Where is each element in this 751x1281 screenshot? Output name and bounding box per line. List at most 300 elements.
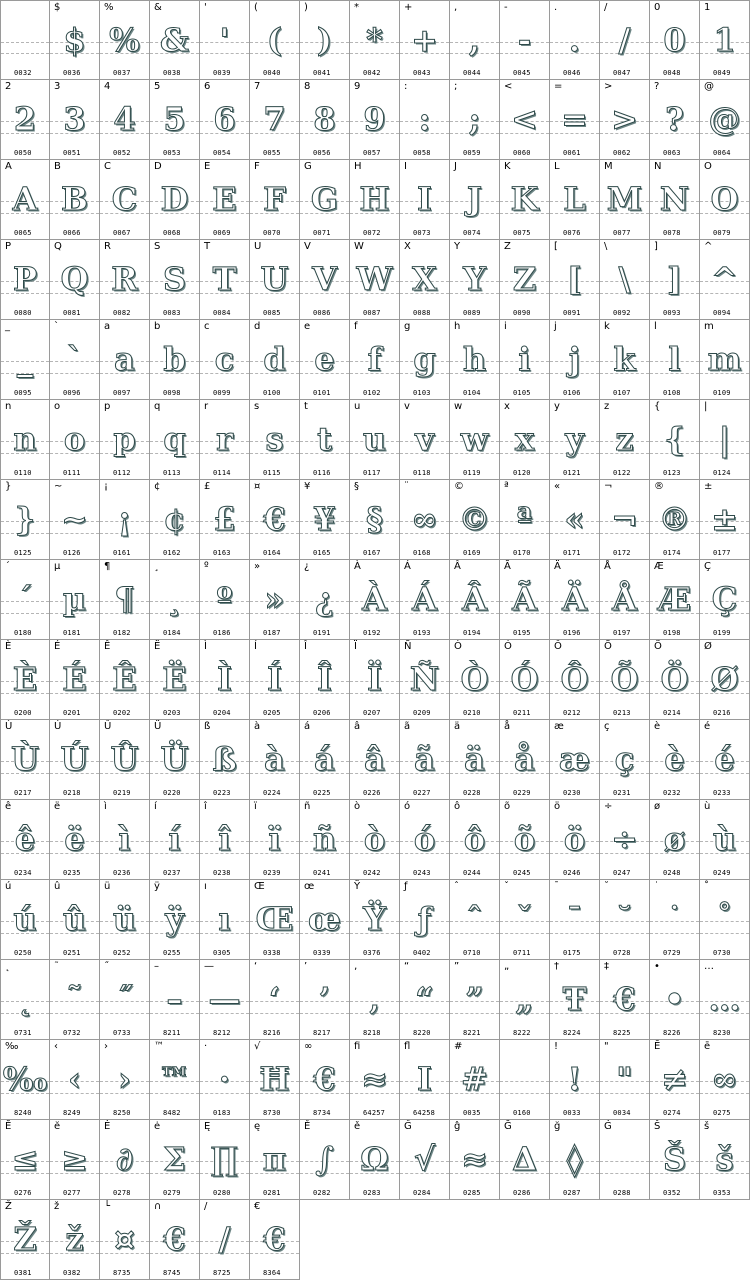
glyph-sample: 3 xyxy=(63,100,86,138)
glyph-sample: ¯ xyxy=(566,900,583,938)
glyph-char-label: \ xyxy=(604,241,608,252)
glyph-code-label: 0036 xyxy=(63,69,81,77)
glyph-code-label: 0167 xyxy=(363,549,381,557)
glyph-char-label: c xyxy=(204,321,210,332)
glyph-sample: ` xyxy=(66,340,83,378)
glyph-sample: Ò xyxy=(460,660,489,698)
glyph-sample: l xyxy=(668,340,681,378)
glyph-sample: ≠ xyxy=(661,1060,688,1098)
glyph-code-label: 0207 xyxy=(363,709,381,717)
glyph-sample: Ÿ xyxy=(363,900,386,938)
glyph-sample: 6 xyxy=(213,100,236,138)
glyph-char-label: Ġ xyxy=(604,1121,612,1132)
glyph-cell xyxy=(400,1040,450,1120)
glyph-code-label: 0045 xyxy=(513,69,531,77)
glyph-char-label: ï xyxy=(254,801,257,812)
glyph-code-label: 0237 xyxy=(163,869,181,877)
glyph-cell xyxy=(50,1120,100,1200)
glyph-sample: ˆ xyxy=(466,900,483,938)
glyph-sample: º xyxy=(216,580,233,618)
glyph-char-label: • xyxy=(654,961,660,972)
glyph-cell xyxy=(400,640,450,720)
glyph-code-label: 0239 xyxy=(263,869,281,877)
glyph-code-label: 0075 xyxy=(513,229,531,237)
glyph-sample: î xyxy=(218,820,231,858)
glyph-cell xyxy=(450,160,500,240)
glyph-cell xyxy=(700,960,750,1040)
glyph-cell xyxy=(400,480,450,560)
glyph-char-label: V xyxy=(304,241,311,252)
glyph-cell xyxy=(100,80,150,160)
glyph-sample: ˇ xyxy=(516,900,533,938)
glyph-char-label: í xyxy=(154,801,157,812)
glyph-sample: £ xyxy=(213,500,236,538)
glyph-char-label: ğ xyxy=(554,1121,561,1132)
glyph-sample: ) xyxy=(316,21,333,59)
glyph-char-label: ä xyxy=(454,721,461,732)
glyph-sample: ñ xyxy=(312,820,337,858)
glyph-cell xyxy=(450,1120,500,1200)
glyph-cell xyxy=(550,1120,600,1200)
glyph-code-label: 0216 xyxy=(713,709,731,717)
glyph-cell xyxy=(200,320,250,400)
glyph-char-label: * xyxy=(354,2,359,13)
glyph-cell xyxy=(50,160,100,240)
glyph-cell xyxy=(150,1120,200,1200)
glyph-sample: õ xyxy=(513,820,536,858)
glyph-code-label: 0376 xyxy=(363,949,381,957)
glyph-code-label: 0103 xyxy=(413,389,431,397)
glyph-char-label: º xyxy=(204,561,209,572)
glyph-sample: T xyxy=(212,260,237,298)
glyph-char-label: Ä xyxy=(554,561,561,572)
glyph-sample: ; xyxy=(468,100,481,138)
glyph-sample: ] xyxy=(666,260,683,298)
glyph-char-label: i xyxy=(504,321,507,332)
glyph-code-label: 0050 xyxy=(14,149,32,157)
glyph-sample: ∂ xyxy=(115,1140,134,1178)
glyph-char-label: < xyxy=(504,81,513,92)
glyph-char-label: é xyxy=(704,721,711,732)
glyph-char-label: s xyxy=(254,401,260,412)
glyph-char-label: › xyxy=(104,1041,108,1052)
glyph-cell xyxy=(400,1120,450,1200)
glyph-cell xyxy=(600,1040,650,1120)
glyph-code-label: 0711 xyxy=(513,949,531,957)
glyph-char-label: q xyxy=(154,401,161,412)
glyph-char-label: É xyxy=(54,641,61,652)
glyph-sample: \ xyxy=(618,260,631,298)
glyph-cell xyxy=(450,400,500,480)
glyph-sample: Û xyxy=(110,740,139,778)
glyph-char-label: » xyxy=(254,561,261,572)
glyph-sample: ∞ xyxy=(711,1060,738,1098)
glyph-char-label: ˜ xyxy=(54,961,59,972)
glyph-cell xyxy=(100,560,150,640)
glyph-code-label: 0082 xyxy=(113,309,131,317)
glyph-code-label: 0053 xyxy=(163,149,181,157)
glyph-code-label: 8745 xyxy=(163,1269,181,1277)
glyph-code-label: 64258 xyxy=(413,1109,436,1117)
glyph-cell xyxy=(0,1120,50,1200)
glyph-char-label: † xyxy=(554,961,559,972)
glyph-char-label: Ñ xyxy=(404,641,412,652)
glyph-char-label: ù xyxy=(704,801,711,812)
glyph-char-label: F xyxy=(254,161,260,172)
glyph-cell xyxy=(650,560,700,640)
glyph-sample: i xyxy=(518,340,531,378)
glyph-code-label: 0074 xyxy=(463,229,481,237)
glyph-cell xyxy=(400,560,450,640)
glyph-sample: € xyxy=(613,980,636,1018)
glyph-cell xyxy=(0,720,50,800)
glyph-char-label: : xyxy=(404,81,408,92)
glyph-cell xyxy=(500,880,550,960)
glyph-char-label: ÿ xyxy=(154,881,160,892)
glyph-cell xyxy=(650,1040,700,1120)
glyph-char-label: ö xyxy=(554,801,561,812)
glyph-code-label: 0212 xyxy=(563,709,581,717)
glyph-char-label: ¢ xyxy=(154,481,161,492)
glyph-cell xyxy=(50,800,100,880)
glyph-code-label: 0092 xyxy=(613,309,631,317)
glyph-char-label: e xyxy=(304,321,311,332)
glyph-code-label: 8216 xyxy=(263,1029,281,1037)
glyph-cell xyxy=(250,1200,300,1280)
glyph-sample: √ xyxy=(413,1140,436,1178)
glyph-cell xyxy=(300,1120,350,1200)
glyph-code-label: 0068 xyxy=(163,229,181,237)
glyph-sample: ö xyxy=(563,820,586,858)
glyph-char-label: Ó xyxy=(504,641,512,652)
glyph-sample: ¬ xyxy=(611,500,638,538)
glyph-cell xyxy=(700,320,750,400)
glyph-sample: h xyxy=(462,340,487,378)
glyph-cell xyxy=(250,400,300,480)
glyph-sample: G xyxy=(310,180,339,218)
glyph-sample: q xyxy=(163,420,186,458)
glyph-code-label: 0172 xyxy=(613,549,631,557)
glyph-code-label: 0201 xyxy=(63,709,81,717)
glyph-sample: 4 xyxy=(113,100,136,138)
glyph-sample: ï xyxy=(268,820,281,858)
glyph-code-label: 0044 xyxy=(463,69,481,77)
glyph-sample: e xyxy=(314,340,335,378)
glyph-sample: Σ xyxy=(163,1140,186,1178)
glyph-code-label: 0096 xyxy=(63,389,81,397)
glyph-sample: $ xyxy=(63,21,86,59)
glyph-cell xyxy=(100,960,150,1040)
glyph-cell xyxy=(650,320,700,400)
glyph-char-label: @ xyxy=(704,81,714,92)
glyph-code-label: 0186 xyxy=(213,629,231,637)
glyph-cell xyxy=(650,640,700,720)
glyph-cell xyxy=(200,720,250,800)
glyph-cell xyxy=(450,880,500,960)
glyph-cell xyxy=(700,1120,750,1200)
glyph-cell xyxy=(550,560,600,640)
glyph-sample: Y xyxy=(463,260,486,298)
glyph-char-label: Æ xyxy=(654,561,664,572)
glyph-char-label: À xyxy=(354,561,361,572)
glyph-char-label: z xyxy=(604,401,610,412)
glyph-code-label: 0277 xyxy=(63,1189,81,1197)
glyph-char-label: k xyxy=(604,321,610,332)
glyph-sample: ◊ xyxy=(566,1140,583,1178)
glyph-char-label: Ĝ xyxy=(404,1121,412,1132)
glyph-cell xyxy=(250,560,300,640)
glyph-char-label: - xyxy=(504,2,508,13)
glyph-cell xyxy=(200,480,250,560)
glyph-char-label: £ xyxy=(204,481,211,492)
glyph-cell xyxy=(250,640,300,720)
glyph-cell xyxy=(300,720,350,800)
glyph-sample: : xyxy=(418,100,431,138)
glyph-char-label: ) xyxy=(304,2,308,13)
glyph-cell xyxy=(200,400,250,480)
glyph-code-label: 0099 xyxy=(213,389,231,397)
glyph-cell xyxy=(250,720,300,800)
glyph-code-label: 0206 xyxy=(313,709,331,717)
glyph-code-label: 0165 xyxy=(313,549,331,557)
glyph-char-label: H xyxy=(354,161,362,172)
glyph-code-label: 0352 xyxy=(663,1189,681,1197)
glyph-cell xyxy=(150,880,200,960)
glyph-cell xyxy=(50,960,100,1040)
glyph-code-label: 0182 xyxy=(113,629,131,637)
glyph-char-label: └ xyxy=(104,1201,111,1212)
glyph-sample: ˝ xyxy=(116,980,133,1018)
glyph-sample: " xyxy=(616,1060,633,1098)
glyph-sample: ‹ xyxy=(68,1060,81,1098)
glyph-cell xyxy=(550,80,600,160)
glyph-code-label: 0091 xyxy=(563,309,581,317)
glyph-cell xyxy=(250,960,300,1040)
glyph-char-label: ê xyxy=(5,801,12,812)
glyph-char-label: 5 xyxy=(154,81,161,92)
glyph-sample: · xyxy=(218,1060,231,1098)
glyph-char-label: = xyxy=(554,81,563,92)
glyph-code-label: 0034 xyxy=(613,1109,631,1117)
glyph-char-label: Y xyxy=(454,241,461,252)
glyph-sample: Ô xyxy=(560,660,589,698)
glyph-sample: © xyxy=(458,500,491,538)
glyph-sample: p xyxy=(113,420,136,458)
glyph-sample: ª xyxy=(516,500,533,538)
glyph-cell xyxy=(500,720,550,800)
glyph-char-label: ‡ xyxy=(604,961,609,972)
glyph-char-label: X xyxy=(404,241,411,252)
glyph-char-label: Ĕ xyxy=(5,1121,12,1132)
glyph-char-label: E xyxy=(204,161,211,172)
glyph-sample: 0 xyxy=(663,21,686,59)
glyph-sample: é xyxy=(714,740,735,778)
glyph-cell xyxy=(100,1120,150,1200)
glyph-char-label: ü xyxy=(104,881,111,892)
glyph-code-label: 0093 xyxy=(663,309,681,317)
glyph-char-label: [ xyxy=(554,241,558,252)
glyph-code-label: 0255 xyxy=(163,949,181,957)
glyph-code-label: 0279 xyxy=(163,1189,181,1197)
glyph-sample: … xyxy=(708,980,741,1018)
glyph-cell xyxy=(700,560,750,640)
glyph-cell xyxy=(250,800,300,880)
glyph-code-label: 0125 xyxy=(14,549,32,557)
glyph-char-label: Ù xyxy=(5,721,13,732)
glyph-char-label: & xyxy=(154,2,162,13)
glyph-code-label: 0040 xyxy=(263,69,281,77)
glyph-char-label: J xyxy=(454,161,457,172)
glyph-cell xyxy=(400,160,450,240)
glyph-sample: ” xyxy=(465,980,484,1018)
glyph-code-label: 0041 xyxy=(313,69,331,77)
glyph-cell xyxy=(150,480,200,560)
glyph-code-label: 0238 xyxy=(213,869,231,877)
glyph-cell xyxy=(350,320,400,400)
glyph-cell xyxy=(600,560,650,640)
glyph-cell xyxy=(150,960,200,1040)
glyph-char-label: Ò xyxy=(454,641,462,652)
glyph-cell xyxy=(100,1040,150,1120)
glyph-sample: ¡ xyxy=(117,500,132,538)
glyph-code-label: 0223 xyxy=(213,789,231,797)
glyph-char-label: ¯ xyxy=(554,881,559,892)
glyph-sample: µ xyxy=(62,580,87,618)
glyph-sample: | xyxy=(718,420,731,458)
glyph-cell xyxy=(300,320,350,400)
glyph-cell xyxy=(300,800,350,880)
glyph-char-label: ‰ xyxy=(5,1041,19,1052)
glyph-char-label: 7 xyxy=(254,81,261,92)
glyph-cell xyxy=(600,720,650,800)
glyph-code-label: 0353 xyxy=(713,1189,731,1197)
glyph-char-label: 9 xyxy=(354,81,361,92)
glyph-code-label: 0174 xyxy=(663,549,681,557)
glyph-code-label: 0225 xyxy=(313,789,331,797)
glyph-char-label: N xyxy=(654,161,662,172)
glyph-code-label: 8212 xyxy=(213,1029,231,1037)
glyph-code-label: 0285 xyxy=(463,1189,481,1197)
glyph-char-label: ¶ xyxy=(104,561,111,572)
glyph-code-label: 8218 xyxy=(363,1029,381,1037)
glyph-char-label: ‹ xyxy=(54,1041,58,1052)
glyph-code-label: 0187 xyxy=(263,629,281,637)
glyph-cell xyxy=(700,400,750,480)
glyph-code-label: 8240 xyxy=(14,1109,32,1117)
glyph-code-label: 0218 xyxy=(63,789,81,797)
glyph-code-label: 8226 xyxy=(663,1029,681,1037)
glyph-code-label: 0275 xyxy=(713,1109,731,1117)
glyph-cell xyxy=(250,80,300,160)
glyph-sample: ž xyxy=(65,1220,84,1258)
glyph-cell xyxy=(650,80,700,160)
glyph-cell xyxy=(350,800,400,880)
glyph-sample: ı xyxy=(218,900,231,938)
glyph-char-label: ˙ xyxy=(654,881,659,892)
glyph-sample: è xyxy=(664,740,685,778)
glyph-sample: u xyxy=(362,420,387,458)
glyph-sample: û xyxy=(62,900,87,938)
glyph-code-label: 0220 xyxy=(163,789,181,797)
glyph-code-label: 0116 xyxy=(313,469,331,477)
glyph-char-label: ę xyxy=(254,1121,261,1132)
glyph-sample: Ž xyxy=(13,1220,37,1258)
glyph-cell xyxy=(250,160,300,240)
glyph-char-label: Á xyxy=(404,561,411,572)
glyph-cell xyxy=(250,480,300,560)
glyph-sample: Š xyxy=(662,1140,687,1178)
glyph-sample: / xyxy=(218,1220,231,1258)
glyph-code-label: 0231 xyxy=(613,789,631,797)
glyph-code-label: 0067 xyxy=(113,229,131,237)
glyph-cell xyxy=(50,560,100,640)
glyph-cell xyxy=(450,320,500,400)
glyph-char-label: ! xyxy=(554,1041,559,1052)
glyph-char-label: — xyxy=(204,961,214,972)
glyph-code-label: 0202 xyxy=(113,709,131,717)
glyph-cell xyxy=(400,0,450,80)
glyph-sample: & xyxy=(160,21,189,59)
glyph-cell xyxy=(350,80,400,160)
glyph-sample: â xyxy=(364,740,385,778)
glyph-code-label: 0210 xyxy=(463,709,481,717)
glyph-code-label: 0177 xyxy=(713,549,731,557)
glyph-code-label: 0073 xyxy=(413,229,431,237)
glyph-cell xyxy=(550,720,600,800)
glyph-sample: ù xyxy=(712,820,737,858)
glyph-cell xyxy=(50,880,100,960)
glyph-cell xyxy=(700,720,750,800)
glyph-sample: v xyxy=(415,420,434,458)
glyph-sample: € xyxy=(263,1220,286,1258)
glyph-char-label: O xyxy=(704,161,712,172)
glyph-code-label: 0164 xyxy=(263,549,281,557)
glyph-sample: ê xyxy=(14,820,36,858)
glyph-code-label: 0731 xyxy=(14,1029,32,1037)
glyph-char-label: / xyxy=(204,1201,208,1212)
glyph-code-label: 0086 xyxy=(313,309,331,317)
glyph-cell xyxy=(100,880,150,960)
glyph-code-label: 0205 xyxy=(263,709,281,717)
glyph-char-label: Ö xyxy=(654,641,662,652)
glyph-cell xyxy=(50,400,100,480)
glyph-code-label: 0084 xyxy=(213,309,231,317)
glyph-cell xyxy=(450,720,500,800)
glyph-code-label: 0194 xyxy=(463,629,481,637)
glyph-char-label: ¸ xyxy=(154,561,159,572)
glyph-code-label: 0078 xyxy=(663,229,681,237)
glyph-sample: I xyxy=(417,1060,432,1098)
glyph-sample: ä xyxy=(464,740,485,778)
glyph-char-label: } xyxy=(5,481,12,492)
glyph-code-label: 0109 xyxy=(713,389,731,397)
glyph-cell xyxy=(200,80,250,160)
glyph-char-label: Š xyxy=(654,1121,661,1132)
glyph-sample: O xyxy=(710,180,739,218)
glyph-cell xyxy=(300,560,350,640)
glyph-code-label: 0088 xyxy=(413,309,431,317)
glyph-cell xyxy=(700,1040,750,1120)
glyph-char-label: Î xyxy=(304,641,307,652)
glyph-char-label: $ xyxy=(54,2,61,13)
glyph-code-label: 0060 xyxy=(513,149,531,157)
glyph-code-label: 0160 xyxy=(513,1109,531,1117)
glyph-char-label: ë xyxy=(54,801,61,812)
glyph-code-label: 0283 xyxy=(363,1189,381,1197)
glyph-sample: K xyxy=(510,180,539,218)
glyph-cell xyxy=(400,960,450,1040)
glyph-cell xyxy=(100,160,150,240)
